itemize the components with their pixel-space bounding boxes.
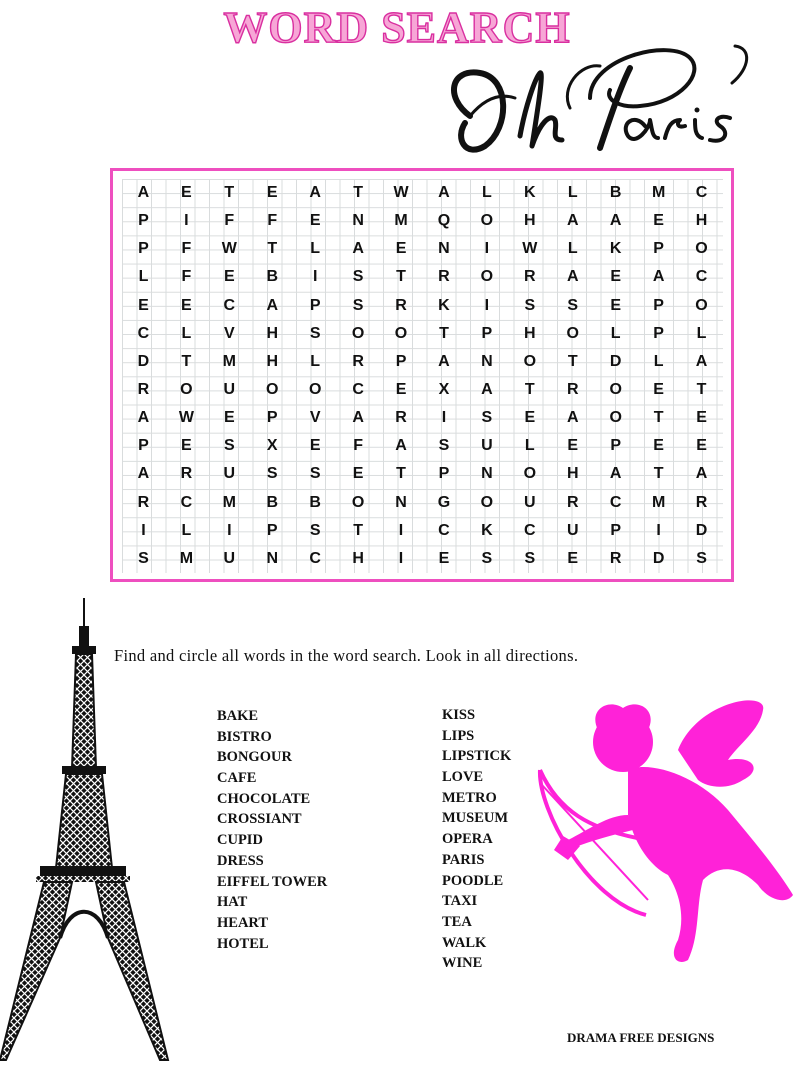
word-list-item: WALK bbox=[442, 934, 487, 951]
grid-cell: A bbox=[566, 409, 579, 427]
grid-cell: R bbox=[566, 493, 579, 511]
grid-cell: W bbox=[522, 240, 538, 258]
grid-cell: S bbox=[524, 549, 536, 567]
grid-cell: L bbox=[567, 184, 578, 202]
word-list-item: WINE bbox=[442, 955, 483, 972]
grid-cell: C bbox=[137, 324, 150, 342]
word-list-item: BAKE bbox=[217, 708, 259, 724]
grid-cell: R bbox=[566, 381, 579, 399]
grid-cell: T bbox=[696, 381, 707, 399]
grid-cell: A bbox=[695, 352, 708, 370]
grid-cell: P bbox=[266, 521, 278, 539]
grid-cell: T bbox=[653, 465, 664, 483]
grid-cell: A bbox=[266, 296, 279, 314]
grid-cell: O bbox=[351, 493, 365, 511]
grid-cell: B bbox=[309, 493, 321, 511]
grid-cell: T bbox=[439, 324, 449, 342]
grid-cell: N bbox=[481, 352, 493, 370]
grid-cell: E bbox=[223, 409, 235, 427]
grid-cell: E bbox=[567, 549, 579, 567]
grid-cell: O bbox=[266, 381, 279, 399]
grid-cell: D bbox=[695, 521, 708, 539]
word-list-item: MUSEUM bbox=[442, 810, 509, 827]
grid-cell: U bbox=[223, 381, 236, 399]
grid-cell: X bbox=[266, 437, 278, 455]
grid-cell: V bbox=[223, 324, 235, 342]
word-list-right bbox=[442, 705, 511, 974]
grid-cell: S bbox=[696, 549, 707, 567]
word-list-item: BONGOUR bbox=[217, 749, 292, 766]
word-list-item: CHOCOLATE bbox=[217, 790, 311, 807]
grid-cell: D bbox=[609, 352, 622, 370]
grid-cell: A bbox=[481, 381, 493, 399]
grid-cell: L bbox=[696, 324, 707, 342]
grid-cell: S bbox=[138, 549, 149, 567]
grid-cell: R bbox=[695, 493, 708, 511]
grid-cell: A bbox=[566, 212, 579, 230]
grid-cell: C bbox=[695, 184, 708, 202]
instructions-text: Find and circle all words in the word search. Look in all directions. bbox=[114, 646, 579, 665]
grid-cell: O bbox=[523, 465, 537, 483]
grid-cell: O bbox=[480, 212, 494, 230]
grid-cell: S bbox=[309, 465, 321, 483]
grid-cell: Q bbox=[437, 212, 451, 230]
word-list-item: LOVE bbox=[442, 769, 484, 786]
grid-cell: H bbox=[524, 324, 536, 342]
grid-cell: E bbox=[653, 437, 664, 455]
grid-cell: S bbox=[352, 268, 364, 286]
grid-cell: T bbox=[653, 409, 664, 427]
grid-cell: E bbox=[309, 437, 321, 455]
grid-cell: P bbox=[481, 324, 493, 342]
grid-cell: L bbox=[481, 184, 492, 202]
grid-cell: E bbox=[266, 184, 278, 202]
word-list-item: BISTRO bbox=[217, 728, 272, 745]
grid-cell: C bbox=[223, 296, 236, 314]
grid-cell: G bbox=[437, 493, 451, 511]
grid-cell: B bbox=[266, 493, 279, 511]
grid-cell: E bbox=[181, 437, 192, 455]
word-list-item: HEART bbox=[217, 914, 269, 931]
grid-cell: A bbox=[695, 465, 708, 483]
grid-cell: T bbox=[181, 352, 192, 370]
grid-cell: P bbox=[266, 409, 278, 427]
grid-cell: U bbox=[223, 549, 236, 567]
grid-cell: D bbox=[137, 352, 150, 370]
grid-cell: P bbox=[653, 240, 664, 258]
grid-cell: L bbox=[610, 324, 621, 342]
grid-cell: V bbox=[309, 409, 321, 427]
grid-cell: E bbox=[567, 437, 579, 455]
grid-cell: A bbox=[438, 352, 450, 370]
word-list-item: OPERA bbox=[442, 831, 493, 848]
grid-cell: O bbox=[394, 324, 408, 342]
grid-cell: H bbox=[524, 212, 536, 230]
grid-cell: S bbox=[309, 521, 321, 539]
grid-cell: C bbox=[309, 549, 321, 567]
grid-cell: P bbox=[395, 352, 407, 370]
grid-cell: T bbox=[224, 184, 235, 202]
grid-cell: T bbox=[567, 352, 578, 370]
grid-cell: F bbox=[353, 437, 363, 455]
grid-cell: A bbox=[137, 184, 150, 202]
grid-cell: A bbox=[137, 409, 150, 427]
grid-cell: E bbox=[610, 296, 621, 314]
grid-cell: E bbox=[653, 212, 664, 230]
grid-cell: S bbox=[481, 409, 493, 427]
grid-cell: S bbox=[524, 296, 536, 314]
grid-cell: A bbox=[566, 268, 579, 286]
grid-cell: K bbox=[609, 240, 622, 258]
grid-cell: E bbox=[696, 409, 707, 427]
word-list-item: CROSSIANT bbox=[217, 811, 302, 828]
grid-cell: E bbox=[524, 409, 536, 427]
word-list-item: HAT bbox=[217, 894, 248, 911]
grid-cell: L bbox=[567, 240, 578, 258]
grid-cell: N bbox=[481, 465, 493, 483]
cupid-silhouette bbox=[528, 690, 794, 970]
grid-cell: W bbox=[178, 409, 194, 427]
grid-cell: K bbox=[481, 521, 493, 539]
grid-cell: H bbox=[566, 465, 579, 483]
word-search-grid bbox=[122, 179, 723, 573]
grid-cell: U bbox=[481, 437, 493, 455]
grid-cell: A bbox=[137, 465, 150, 483]
grid-cell: A bbox=[352, 409, 364, 427]
grid-cell: O bbox=[523, 352, 537, 370]
grid-cell: B bbox=[609, 184, 622, 202]
grid-cell: U bbox=[223, 465, 236, 483]
grid-cell: N bbox=[395, 493, 407, 511]
grid-cell: E bbox=[653, 381, 664, 399]
grid-cell: F bbox=[267, 212, 278, 230]
grid-cell: B bbox=[266, 268, 279, 286]
grid-cell: C bbox=[695, 268, 708, 286]
grid-cell: X bbox=[438, 381, 450, 399]
grid-cell: L bbox=[138, 268, 149, 286]
grid-cell: A bbox=[438, 184, 450, 202]
grid-cell: D bbox=[652, 549, 665, 567]
grid-cell: N bbox=[352, 212, 364, 230]
grid-cell: I bbox=[227, 521, 232, 539]
word-list-item: TEA bbox=[442, 913, 472, 930]
grid-cell: A bbox=[609, 465, 622, 483]
word-search-frame bbox=[110, 168, 734, 582]
grid-cell: C bbox=[609, 493, 622, 511]
grid-cell: R bbox=[395, 409, 407, 427]
grid-cell: H bbox=[695, 212, 708, 230]
grid-cell: T bbox=[353, 184, 363, 202]
grid-cell: R bbox=[137, 493, 150, 511]
grid-cell: E bbox=[181, 184, 192, 202]
grid-cell: I bbox=[398, 521, 404, 539]
grid-cell: I bbox=[184, 212, 189, 230]
grid-cell: A bbox=[652, 268, 665, 286]
word-list-item: TAXI bbox=[442, 893, 478, 910]
word-list-item: CAFE bbox=[217, 770, 257, 787]
grid-cell: N bbox=[438, 240, 450, 258]
word-list-item: LIPSTICK bbox=[442, 748, 512, 765]
grid-cell: I bbox=[441, 409, 447, 427]
grid-cell: W bbox=[393, 184, 409, 202]
grid-cell: P bbox=[653, 296, 664, 314]
grid-cell: M bbox=[651, 493, 666, 511]
grid-cell: P bbox=[138, 240, 149, 258]
grid-cell: P bbox=[610, 521, 621, 539]
grid-cell: L bbox=[181, 324, 192, 342]
word-list-item: PARIS bbox=[442, 851, 485, 868]
grid-cell: I bbox=[312, 268, 318, 286]
grid-cell: F bbox=[181, 268, 192, 286]
grid-cell: R bbox=[137, 381, 150, 399]
grid-cell: W bbox=[221, 240, 237, 258]
word-list-item: CUPID bbox=[217, 832, 263, 849]
grid-cell: U bbox=[566, 521, 579, 539]
credit-text: DRAMA FREE DESIGNS bbox=[567, 1030, 715, 1045]
grid-cell: A bbox=[609, 212, 622, 230]
grid-cell: E bbox=[610, 268, 621, 286]
grid-cell: O bbox=[180, 381, 193, 399]
grid-cell: O bbox=[351, 324, 365, 342]
grid-cell: S bbox=[481, 549, 493, 567]
grid-cell: F bbox=[224, 212, 235, 230]
grid-cell: S bbox=[352, 296, 364, 314]
grid-cell: E bbox=[395, 381, 407, 399]
grid-cell: M bbox=[179, 549, 194, 567]
grid-cell: A bbox=[352, 240, 364, 258]
grid-cell: S bbox=[266, 465, 278, 483]
grid-cell: T bbox=[396, 268, 406, 286]
grid-cell: E bbox=[223, 268, 235, 286]
grid-cell: O bbox=[609, 381, 622, 399]
grid-cell: L bbox=[310, 352, 321, 370]
grid-cell: O bbox=[480, 268, 494, 286]
word-list-item: EIFFEL TOWER bbox=[217, 873, 328, 890]
grid-cell: P bbox=[438, 465, 450, 483]
grid-cell: R bbox=[524, 268, 536, 286]
grid-cell: S bbox=[309, 324, 321, 342]
word-list-item: HOTEL bbox=[217, 935, 269, 952]
grid-cell: C bbox=[438, 521, 450, 539]
grid-cell: R bbox=[352, 352, 364, 370]
grid-cell: E bbox=[181, 296, 192, 314]
grid-cell: E bbox=[138, 296, 149, 314]
grid-cell: R bbox=[395, 296, 407, 314]
grid-cell: S bbox=[223, 437, 235, 455]
grid-cell: O bbox=[695, 296, 708, 314]
grid-cell: U bbox=[524, 493, 536, 511]
grid-cell: E bbox=[395, 240, 407, 258]
grid-cell: L bbox=[310, 240, 321, 258]
word-list-item: LIPS bbox=[442, 727, 475, 744]
grid-cell: C bbox=[524, 521, 536, 539]
word-list-left bbox=[217, 706, 327, 954]
grid-cell: O bbox=[308, 381, 322, 399]
word-list-item: DRESS bbox=[217, 852, 264, 869]
grid-cell: E bbox=[352, 465, 364, 483]
grid-cell: R bbox=[438, 268, 450, 286]
grid-cell: N bbox=[266, 549, 279, 567]
grid-cell: P bbox=[138, 437, 149, 455]
grid-cell: H bbox=[266, 352, 279, 370]
grid-cell: K bbox=[524, 184, 536, 202]
grid-cell: O bbox=[566, 324, 579, 342]
grid-cell: L bbox=[653, 352, 664, 370]
grid-cell: E bbox=[696, 437, 707, 455]
grid-cell: P bbox=[309, 296, 321, 314]
grid-cell: E bbox=[438, 549, 450, 567]
grid-cell: C bbox=[352, 381, 364, 399]
grid-cell: E bbox=[309, 212, 321, 230]
oh-paris-script-logo bbox=[440, 28, 760, 168]
grid-cell: T bbox=[267, 240, 278, 258]
grid-cell: P bbox=[653, 324, 664, 342]
grid-cell: S bbox=[567, 296, 579, 314]
page-title: WORD SEARCH bbox=[223, 3, 571, 52]
grid-cell: H bbox=[266, 324, 279, 342]
grid-cell: M bbox=[394, 212, 408, 230]
grid-cell: I bbox=[484, 240, 490, 258]
grid-cell: L bbox=[181, 521, 192, 539]
grid-cell: C bbox=[180, 493, 193, 511]
eiffel-tower-illustration bbox=[0, 598, 180, 1064]
grid-cell: A bbox=[309, 184, 321, 202]
grid-cell: M bbox=[222, 352, 236, 370]
grid-cell: I bbox=[141, 521, 146, 539]
grid-cell: T bbox=[396, 465, 406, 483]
grid-cell: L bbox=[524, 437, 535, 455]
grid-cell: K bbox=[438, 296, 450, 314]
grid-cell: I bbox=[656, 521, 661, 539]
grid-cell: M bbox=[651, 184, 666, 202]
grid-cell: P bbox=[138, 212, 149, 230]
grid-cell: O bbox=[480, 493, 494, 511]
grid-cell: O bbox=[695, 240, 708, 258]
grid-cell: O bbox=[609, 409, 622, 427]
grid-cell: H bbox=[352, 549, 364, 567]
grid-cell: T bbox=[524, 381, 535, 399]
grid-cell: A bbox=[395, 437, 407, 455]
grid-cell: M bbox=[222, 493, 236, 511]
grid-cell: R bbox=[609, 549, 622, 567]
grid-cell: P bbox=[610, 437, 621, 455]
grid-cell: I bbox=[484, 296, 490, 314]
grid-cell: R bbox=[180, 465, 193, 483]
grid-cell: I bbox=[398, 549, 404, 567]
word-list-item: POODLE bbox=[442, 872, 504, 889]
grid-cell: F bbox=[181, 240, 192, 258]
word-list-item: METRO bbox=[442, 789, 497, 806]
grid-cell: S bbox=[438, 437, 450, 455]
grid-cell: T bbox=[353, 521, 363, 539]
word-list-item: KISS bbox=[442, 707, 476, 723]
